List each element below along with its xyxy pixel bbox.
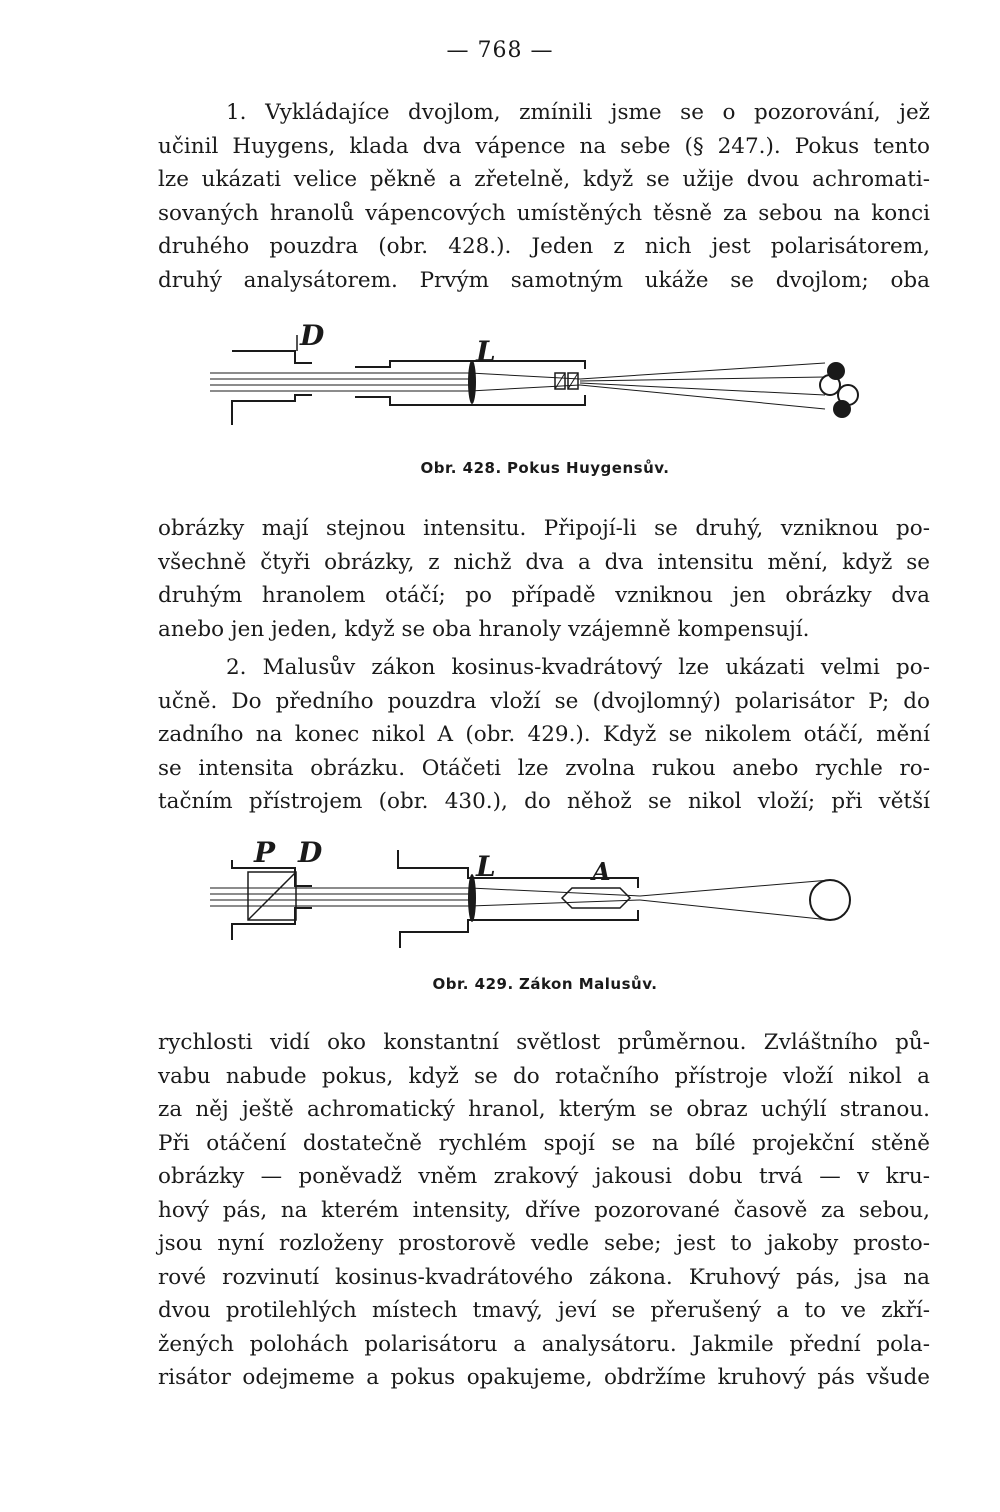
text-line: Při otáčení dostatečně rychlém spojí se na bílé projekční stěně — [158, 1130, 930, 1156]
text-line: sovaných hranolů vápencových umístěných těsně za sebou na konci — [158, 200, 930, 226]
text-line: 1. Vykládajíce dvojlom, zmínili jsme se o pozorování, jež — [226, 100, 930, 125]
figure-429-caption — [0, 975, 1000, 993]
text-line: rychlosti vidí oko konstantní světlost průměrnou. Zvláštního pů- — [158, 1030, 930, 1055]
text-line: se intensita obrázku. Otáčeti lze zvolna rukou anebo rychle ro- — [158, 755, 930, 781]
text-line: druhý analysátorem. Prvým samotným ukáže se dvojlom; oba — [158, 267, 930, 293]
text-line: risátor odejmeme a pokus opakujeme, obdržíme kruhový pás všude — [158, 1365, 930, 1390]
analyser-nikol — [562, 888, 630, 908]
dark-image — [833, 400, 851, 418]
paragraph-1-continued — [158, 512, 930, 646]
text-line: 2. Malusův zákon kosinus-kvadrátový lze ukázati velmi po- — [226, 655, 930, 680]
huygens-apparatus-drawing — [200, 315, 880, 435]
text-line: tačním přístrojem (obr. 430.), do něhož se nikol vloží; při větší — [158, 789, 930, 814]
text-line: učinil Huygens, klada dva vápence na sebe (§ 247.). Pokus tento — [158, 133, 930, 159]
label-l: L — [476, 850, 496, 883]
text-line: rové rozvinutí kosinus-kvadrátového zákona. Kruhový pás, jsa na — [158, 1264, 930, 1290]
text-line: druhého pouzdra (obr. 428.). Jeden z nich jest polarisátorem, — [158, 234, 930, 259]
label-d: D — [300, 319, 325, 352]
text-line: učně. Do předního pouzdra vloží se (dvojlomný) polarisátor P; do — [158, 688, 930, 714]
text-line: žených polohách polarisátoru a analysátoru. Jakmile přední pola- — [158, 1331, 930, 1357]
text-line: vabu nabude pokus, když se do rotačního přístroje vloží nikol a — [158, 1063, 930, 1089]
caption-number: Obr. 428. — [420, 459, 502, 477]
paragraph-2 — [158, 651, 930, 819]
malus-apparatus-drawing — [200, 828, 880, 958]
paragraph-1 — [158, 96, 930, 297]
caption-text: Zákon Malusův. — [518, 975, 658, 993]
text-line: dvou protilehlých místech tmavý, jeví se přerušený a to ve zkří- — [158, 1298, 930, 1323]
lens-shape — [468, 360, 476, 404]
text-line: všechně čtyři obrázky, z nichž dva a dva intensitu mění, když se — [158, 549, 930, 575]
front-tube-top — [232, 351, 312, 363]
figure-429-diagram — [200, 828, 880, 958]
text-line: lze ukázati velice pěkně a zřetelně, když se užije dvou achromati- — [158, 167, 930, 192]
front-tube-bottom — [232, 908, 312, 940]
text-line: za něj ještě achromatický hranol, kterým se obraz uchýlí stranou. — [158, 1097, 930, 1122]
text-line: druhým hranolem otáčí; po případě vzniknou jen obrázky dva — [158, 583, 930, 608]
figure-428-diagram — [200, 315, 880, 435]
figure-428-caption — [0, 459, 1000, 477]
page-number: — 768 — — [446, 38, 554, 63]
text-line: obrázky mají stejnou intensitu. Připojí-li se druhý, vzniknou po- — [158, 516, 930, 541]
front-tube-bottom — [232, 395, 312, 425]
dark-image — [827, 362, 845, 380]
caption-text: Pokus Huygensův. — [506, 459, 670, 477]
text-line: anebo jen jeden, když se oba hranoly vzájemně kompensují. — [158, 616, 810, 642]
text-line: jsou nyní rozloženy prostorově vedle sebe; jest to jakoby prosto- — [158, 1231, 930, 1256]
rear-tube-bottom — [400, 910, 638, 948]
label-p: P — [254, 836, 276, 869]
lens-shape — [468, 874, 476, 922]
label-d: D — [298, 836, 323, 869]
text-line: hový pás, na kterém intensity, dříve pozorované časově za sebou, — [158, 1197, 930, 1223]
caption-number: Obr. 429. — [432, 975, 514, 993]
paragraph-2-continued — [158, 1026, 930, 1395]
text-line: obrázky — poněvadž vněm zrakový jakousi dobu trvá — v kru- — [158, 1164, 930, 1189]
label-a: A — [592, 857, 611, 886]
label-l: L — [476, 335, 496, 368]
text-line: zadního na konec nikol A (obr. 429.). Když se nikolem otáčí, mění — [158, 722, 930, 747]
